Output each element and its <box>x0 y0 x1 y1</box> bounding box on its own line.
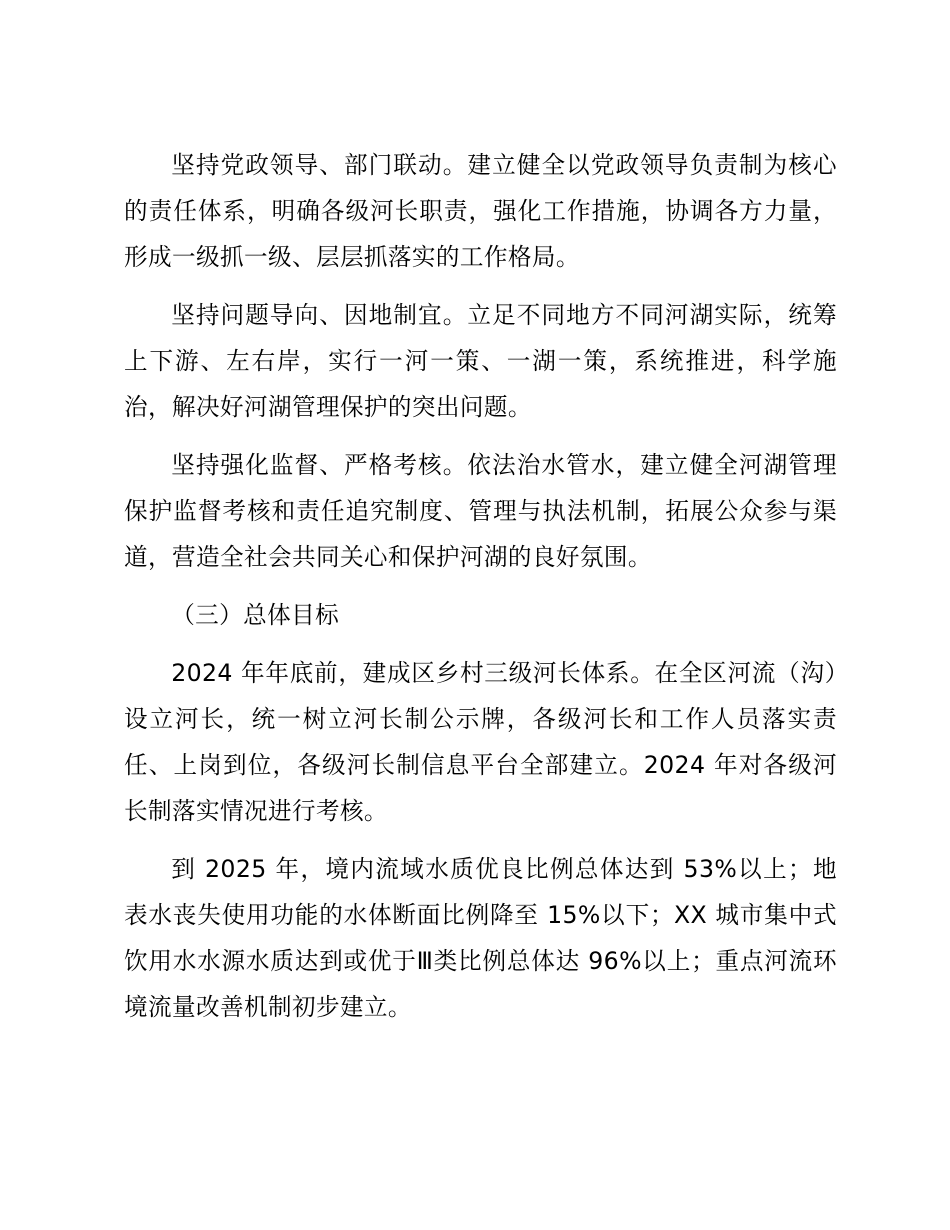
paragraph-supervision: 坚持强化监督、严格考核。依法治水管水，建立健全河湖管理保护监督考核和责任追究制度、管理与执法机制，拓展公众参与渠道，营造全社会共同关心和保护河湖的良好氛围。 <box>124 451 837 571</box>
paragraph-goal-2025: 到 2025 年，境内流域水质优良比例总体达到 53%以上；地表水丧失使用功能的水体断面比例降至 15%以下；XX 城市集中式饮用水水源水质达到或优于Ⅲ类比例总体达 96%以上；重点河流环境流量改善机制初步建立。 <box>124 855 837 1021</box>
paragraph-party-leadership: 坚持党政领导、部门联动。建立健全以党政领导负责制为核心的责任体系，明确各级河长职责，强化工作措施，协调各方力量，形成一级抓一级、层层抓落实的工作格局。 <box>124 151 837 271</box>
paragraph-goal-2024: 2024 年年底前，建成区乡村三级河长体系。在全区河流（沟）设立河长，统一树立河长制公示牌，各级河长和工作人员落实责任、上岗到位，各级河长制信息平台全部建立。2024 年对各级河长制落实情况进行考核。 <box>124 659 837 825</box>
section-heading-overall-goals: （三）总体目标 <box>171 601 340 629</box>
document-body <box>124 142 837 1042</box>
paragraph-problem-oriented: 坚持问题导向、因地制宜。立足不同地方不同河湖实际，统筹上下游、左右岸，实行一河一策、一湖一策，系统推进，科学施治，解决好河湖管理保护的突出问题。 <box>124 301 837 421</box>
